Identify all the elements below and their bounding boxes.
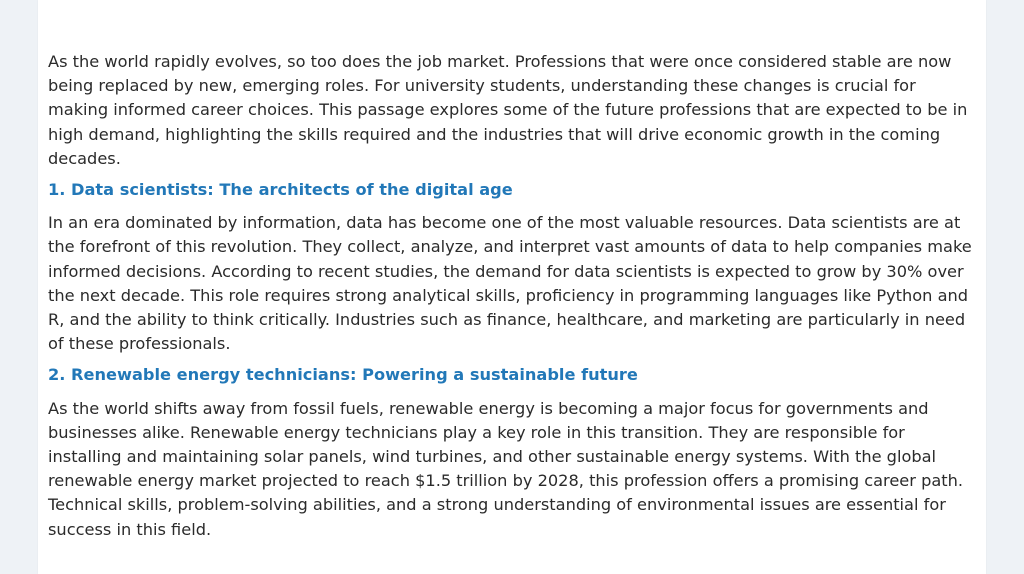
document-content (48, 50, 978, 549)
intro-paragraph: As the world rapidly evolves, so too does the job market. Professions that were once considered stable are now being replaced by new, emerging roles. For university students, understanding these changes is crucial for making informed career choices. This passage explores some of the future professions that are expected to be in high demand, highlighting the skills required and the industries that will drive economic growth in the coming decades. (48, 52, 968, 168)
section-heading-renewable-energy: 2. Renewable energy technicians: Powering a sustainable future (48, 365, 638, 385)
document-page (38, 0, 986, 574)
section-body-renewable-energy: As the world shifts away from fossil fuels, renewable energy is becoming a major focus for governments and businesses alike. Renewable energy technicians play a key role in this transition. They are responsible for installing and maintaining solar panels, wind turbines, and other sustainable energy systems. With the global renewable energy market projected to reach $1.5 trillion by 2028, this profession offers a promising career path. Technical skills, problem-solving abilities, and a strong understanding of environmental issues are essential for success in this field. (48, 398, 964, 539)
section-heading-data-scientists: 1. Data scientists: The architects of the digital age (48, 180, 513, 200)
section-body-data-scientists: In an era dominated by information, data has become one of the most valuable resources. Data scientists are at the forefront of this revolution. They collect, analyze, and interpret vast amounts of data to help companies make informed decisions. According to recent studies, the demand for data scientists is expected to grow by 30% over the next decade. This role requires strong analytical skills, proficiency in programming languages like Python and R, and the ability to think critically. Industries such as finance, healthcare, and marketing are particularly in need of these professionals. (48, 213, 972, 354)
